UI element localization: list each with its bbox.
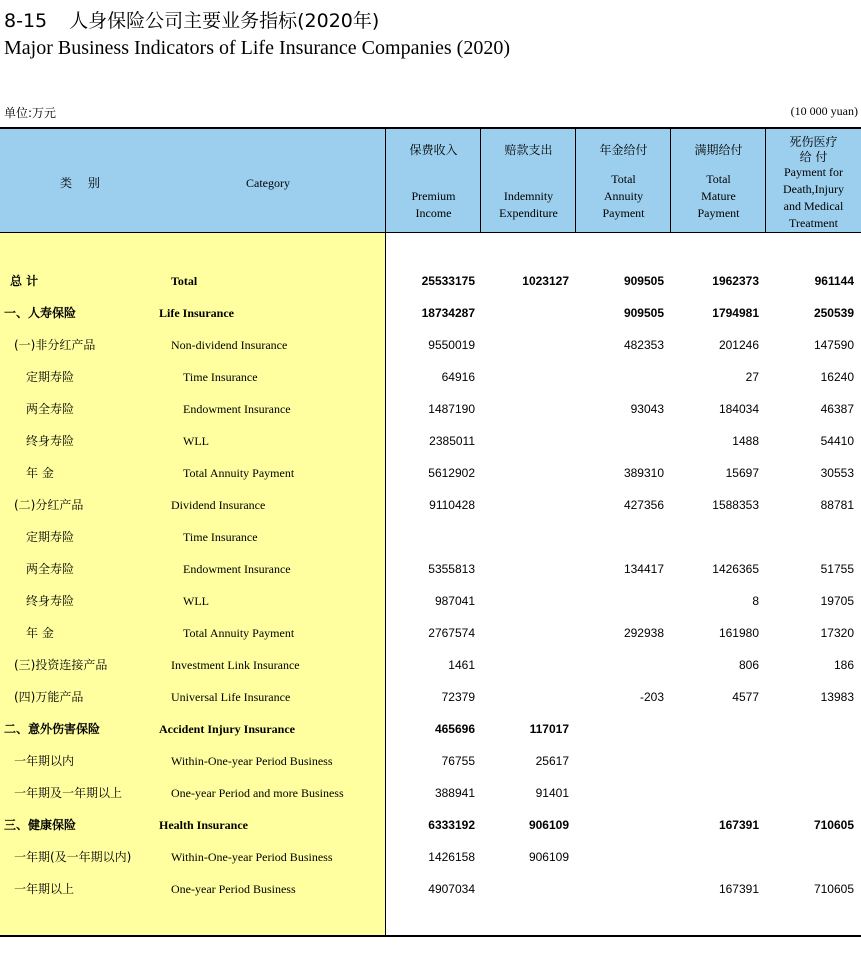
header-indemnity-expenditure-en-1: Indemnity [503, 189, 554, 203]
cell-death-injury-medical: 147590 [813, 338, 854, 352]
table-row [0, 649, 861, 681]
cell-mature-payment: 27 [745, 370, 759, 384]
row-category-zh: (一)非分红产品 [14, 338, 96, 352]
unit-label-en: (10 000 yuan) [790, 104, 858, 118]
cell-premium-income: 76755 [441, 754, 475, 768]
header-premium-income-en-1: Premium [411, 189, 456, 203]
cell-annuity-payment: 427356 [623, 498, 664, 512]
cell-premium-income: 6333192 [428, 818, 475, 832]
header-premium-income [385, 129, 481, 233]
cell-death-injury-medical: 13983 [820, 690, 854, 704]
cell-premium-income: 2767574 [428, 626, 475, 640]
cell-premium-income: 388941 [434, 786, 475, 800]
cell-annuity-payment: -203 [639, 690, 664, 704]
row-category-zh: 两全寿险 [26, 402, 75, 416]
cell-mature-payment: 8 [752, 594, 759, 608]
cell-premium-income: 18734287 [421, 306, 475, 320]
cell-mature-payment: 201246 [718, 338, 759, 352]
cell-death-injury-medical: 16240 [820, 370, 854, 384]
row-category-en: Time Insurance [183, 370, 258, 384]
header-death-injury-medical [765, 129, 861, 233]
table-row [0, 809, 861, 841]
cell-annuity-payment: 389310 [623, 466, 664, 480]
table-row [0, 553, 861, 585]
cell-premium-income: 465696 [434, 722, 475, 736]
row-category-en: Time Insurance [183, 530, 258, 544]
row-category-en: WLL [183, 434, 209, 448]
cell-premium-income: 987041 [434, 594, 475, 608]
header-mature-payment [670, 129, 766, 233]
cell-premium-income: 9550019 [428, 338, 475, 352]
row-category-en: Total [171, 274, 198, 288]
row-category-zh: 一年期以上 [14, 882, 75, 896]
indicators-table [0, 127, 861, 937]
cell-indemnity-expenditure: 1023127 [522, 274, 569, 288]
cell-premium-income: 25533175 [421, 274, 475, 288]
table-title-zh [4, 6, 379, 33]
table-row [0, 329, 861, 361]
header-indemnity-expenditure-en-2: Expenditure [499, 206, 558, 220]
row-category-en: Endowment Insurance [183, 402, 291, 416]
row-category-zh: (四)万能产品 [14, 690, 84, 704]
cell-indemnity-expenditure: 25617 [535, 754, 569, 768]
cell-death-injury-medical: 710605 [813, 818, 854, 832]
unit-label-zh: 单位:万元 [4, 106, 57, 120]
cell-mature-payment: 4577 [732, 690, 759, 704]
row-category-zh: 一年期以内 [14, 754, 75, 768]
row-category-en: Accident Injury Insurance [159, 722, 296, 736]
table-row [0, 713, 861, 745]
row-category-en: Life Insurance [159, 306, 234, 320]
cell-mature-payment: 167391 [718, 882, 759, 896]
cell-mature-payment: 1588353 [712, 498, 759, 512]
row-category-zh: 年 金 [26, 626, 54, 640]
table-row [0, 297, 861, 329]
row-category-en: One-year Period Business [171, 882, 296, 896]
cell-death-injury-medical: 30553 [820, 466, 854, 480]
header-annuity-payment-en-1: Total [611, 172, 636, 186]
cell-annuity-payment: 482353 [623, 338, 664, 352]
header-annuity-payment-en-3: Payment [602, 206, 645, 220]
table-row [0, 745, 861, 777]
cell-mature-payment: 184034 [718, 402, 759, 416]
table-row [0, 585, 861, 617]
row-category-en: One-year Period and more Business [171, 786, 344, 800]
cell-indemnity-expenditure: 906109 [528, 850, 569, 864]
header-annuity-payment-zh: 年金给付 [599, 143, 648, 157]
table-row [0, 361, 861, 393]
table-row [0, 617, 861, 649]
header-mature-payment-en-3: Payment [697, 206, 740, 220]
header-indemnity-expenditure [480, 129, 576, 233]
row-category-zh: 两全寿险 [26, 562, 75, 576]
cell-mature-payment: 161980 [718, 626, 759, 640]
header-death-injury-medical-en-2: Death,Injury [783, 182, 844, 196]
cell-premium-income: 64916 [441, 370, 475, 384]
cell-premium-income: 4907034 [428, 882, 475, 896]
cell-death-injury-medical: 54410 [820, 434, 854, 448]
cell-death-injury-medical: 186 [833, 658, 854, 672]
row-category-zh: 定期寿险 [26, 370, 75, 384]
cell-mature-payment: 1794981 [712, 306, 759, 320]
cell-annuity-payment: 292938 [623, 626, 664, 640]
cell-premium-income: 5355813 [428, 562, 475, 576]
cell-death-injury-medical: 51755 [820, 562, 854, 576]
cell-premium-income: 9110428 [429, 498, 475, 512]
cell-death-injury-medical: 17320 [820, 626, 854, 640]
header-death-injury-medical-zh-1: 死伤医疗 [789, 135, 838, 149]
row-category-en: Health Insurance [159, 818, 249, 832]
cell-annuity-payment: 134417 [623, 562, 664, 576]
table-title-en: Major Business Indicators of Life Insurance Companies (2020) [4, 37, 510, 59]
cell-mature-payment: 1488 [732, 434, 759, 448]
row-category-en: Total Annuity Payment [183, 626, 295, 640]
cell-mature-payment: 806 [738, 658, 759, 672]
cell-premium-income: 5612902 [428, 466, 475, 480]
cell-premium-income: 1487190 [428, 402, 475, 416]
table-row [0, 393, 861, 425]
row-category-en: Dividend Insurance [171, 498, 266, 512]
row-category-zh: (三)投资连接产品 [14, 658, 108, 672]
cell-premium-income: 1461 [448, 658, 475, 672]
cell-death-injury-medical: 710605 [813, 882, 854, 896]
cell-mature-payment: 15697 [725, 466, 759, 480]
cell-indemnity-expenditure: 91401 [535, 786, 569, 800]
row-category-zh: 一、人寿保险 [4, 306, 77, 320]
cell-premium-income: 2385011 [429, 434, 475, 448]
header-premium-income-en-2: Income [415, 206, 452, 220]
row-category-en: WLL [183, 594, 209, 608]
cell-annuity-payment: 909505 [623, 306, 664, 320]
cell-death-injury-medical: 961144 [814, 274, 854, 288]
cell-death-injury-medical: 88781 [820, 498, 854, 512]
row-category-zh: 定期寿险 [26, 530, 75, 544]
cell-death-injury-medical: 46387 [820, 402, 854, 416]
cell-indemnity-expenditure: 117017 [529, 722, 569, 736]
header-mature-payment-en-1: Total [706, 172, 731, 186]
table-row [0, 841, 861, 873]
header-category-cell [0, 129, 385, 233]
row-category-zh: 年 金 [26, 466, 54, 480]
cell-mature-payment: 167391 [718, 818, 759, 832]
row-category-zh: 一年期(及一年期以内) [14, 850, 132, 864]
cell-mature-payment: 1426365 [712, 562, 759, 576]
row-category-zh: (二)分红产品 [14, 498, 84, 512]
row-category-zh: 三、健康保险 [4, 818, 77, 832]
cell-death-injury-medical: 19705 [820, 594, 854, 608]
table-row [0, 681, 861, 713]
row-category-en: Universal Life Insurance [171, 690, 291, 704]
header-mature-payment-zh: 满期给付 [694, 143, 743, 157]
header-death-injury-medical-en-3: and Medical [783, 199, 844, 213]
header-indemnity-expenditure-zh: 赔款支出 [504, 143, 553, 157]
row-category-zh: 终身寿险 [26, 594, 75, 608]
row-category-en: Total Annuity Payment [183, 466, 295, 480]
row-category-zh: 二、意外伤害保险 [4, 722, 101, 736]
header-death-injury-medical-en-1: Payment for [784, 165, 843, 179]
table-row [0, 489, 861, 521]
row-category-zh: 一年期及一年期以上 [14, 786, 123, 800]
row-category-en: Non-dividend Insurance [171, 338, 288, 352]
cell-premium-income: 1426158 [428, 850, 475, 864]
row-category-zh: 终身寿险 [26, 434, 75, 448]
header-category-en: Category [246, 176, 290, 190]
table-bottom-rule [0, 935, 861, 937]
row-category-en: Within-One-year Period Business [171, 850, 333, 864]
table-row [0, 425, 861, 457]
table-row [0, 265, 861, 297]
cell-premium-income: 72379 [441, 690, 475, 704]
cell-annuity-payment: 909505 [623, 274, 664, 288]
cell-mature-payment: 1962373 [712, 274, 759, 288]
row-category-en: Endowment Insurance [183, 562, 291, 576]
table-number: 8-15 [4, 10, 48, 32]
cell-annuity-payment: 93043 [630, 402, 664, 416]
table-row [0, 777, 861, 809]
table-row [0, 457, 861, 489]
header-annuity-payment-en-2: Annuity [603, 189, 644, 203]
header-annuity-payment [575, 129, 671, 233]
row-category-en: Within-One-year Period Business [171, 754, 333, 768]
row-category-zh: 总 计 [10, 274, 39, 288]
header-death-injury-medical-zh-2: 给 付 [799, 150, 828, 164]
header-death-injury-medical-en-4: Treatment [789, 216, 838, 230]
table-row [0, 521, 861, 553]
header-category-zh: 类 别 [60, 176, 106, 190]
table-row [0, 873, 861, 905]
header-premium-income-zh: 保费收入 [409, 143, 458, 157]
table-title-zh-text: 人身保险公司主要业务指标(2020年) [69, 10, 380, 32]
row-category-en: Investment Link Insurance [171, 658, 300, 672]
cell-death-injury-medical: 250539 [813, 306, 854, 320]
cell-indemnity-expenditure: 906109 [528, 818, 569, 832]
header-mature-payment-en-2: Mature [701, 189, 736, 203]
